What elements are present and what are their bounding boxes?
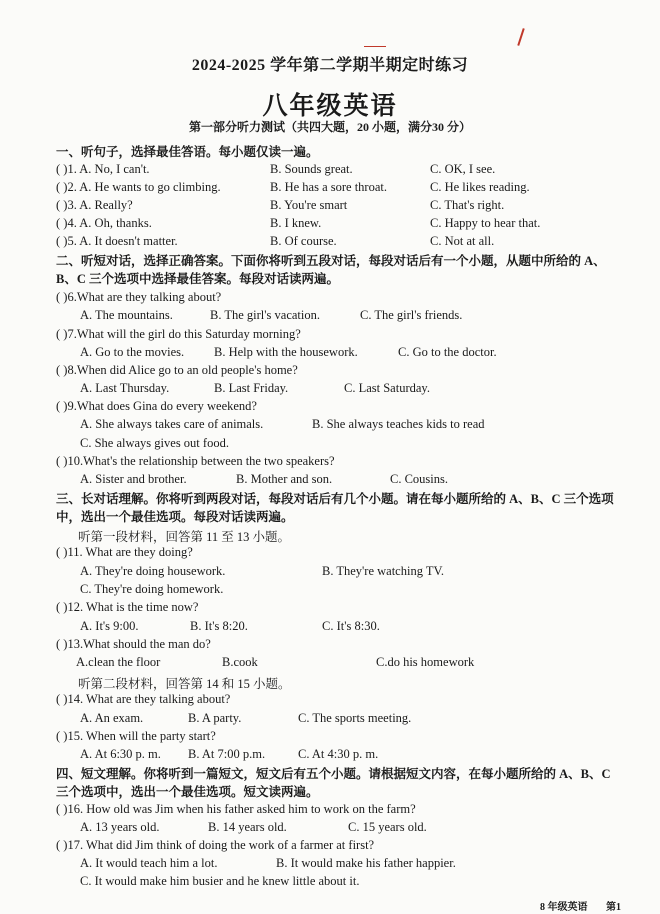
q14-option-b: B. A party. xyxy=(188,711,242,725)
q3-option-b: B. You're smart xyxy=(270,198,348,212)
q17-option-b: B. It would make his father happier. xyxy=(276,856,456,870)
q10-option-c: C. Cousins. xyxy=(390,472,449,486)
q12-option-a: A. It's 9:00. xyxy=(80,619,139,633)
q17-option-a: A. It would teach him a lot. xyxy=(80,856,218,870)
q6-stem: ( )6.What are they talking about? xyxy=(56,290,222,304)
q17-option-c: C. It would make him busier and he knew little about it. xyxy=(80,874,360,888)
q15-option-c: C. At 4:30 p. m. xyxy=(298,747,379,761)
q5-option-c: C. Not at all. xyxy=(430,234,495,248)
q8-option-c: C. Last Saturday. xyxy=(344,381,430,395)
q16-option-a: A. 13 years old. xyxy=(80,820,160,834)
q1-stem: ( )1. A. No, I can't. xyxy=(56,162,150,176)
q12-stem: ( )12. What is the time now? xyxy=(56,600,199,614)
q14-stem: ( )14. What are they talking about? xyxy=(56,692,231,706)
section-3-material-2: 听第二段材料，回答第 14 和 15 小题。 xyxy=(78,677,291,691)
q12-option-c: C. It's 8:30. xyxy=(322,619,380,633)
q2-option-c: C. He likes reading. xyxy=(430,180,530,194)
q11-option-b: B. They're watching TV. xyxy=(322,564,445,578)
q4-stem: ( )4. A. Oh, thanks. xyxy=(56,216,152,230)
q15-stem: ( )15. When will the party start? xyxy=(56,729,216,743)
q9-option-c: C. She always gives out food. xyxy=(80,436,229,450)
q16-option-c: C. 15 years old. xyxy=(348,820,427,834)
section-1-heading: 一、听句子，选择最佳答语。每小题仅读一遍。 xyxy=(56,145,319,159)
q11-option-a: A. They're doing housework. xyxy=(80,564,226,578)
q3-stem: ( )3. A. Really? xyxy=(56,198,133,212)
q4-option-b: B. I knew. xyxy=(270,216,322,230)
section-2-heading: 二、听短对话，选择正确答案。下面你将听到五段对话，每段对话后有一个小题，从题中所给的 A、B、C 三个选项中选择最佳答案。每段对话读两遍。 xyxy=(56,254,606,286)
q7-option-c: C. Go to the doctor. xyxy=(398,345,497,359)
q16-option-b: B. 14 years old. xyxy=(208,820,287,834)
q14-option-a: A. An exam. xyxy=(80,711,144,725)
q9-option-a: A. She always takes care of animals. xyxy=(80,417,264,431)
q13-option-c: C.do his homework xyxy=(376,655,475,669)
q8-option-b: B. Last Friday. xyxy=(214,381,289,395)
q13-stem: ( )13.What should the man do? xyxy=(56,637,211,651)
section-3-material-1: 听第一段材料，回答第 11 至 13 小题。 xyxy=(78,530,291,544)
section-3-heading: 三、长对话理解。你将听到两段对话，每段对话后有几个小题。请在每小题所给的 A、B、C 三个选项中，选出一个最佳选项。每段对话读两遍。 xyxy=(56,492,614,524)
q7-option-a: A. Go to the movies. xyxy=(80,345,185,359)
q10-option-a: A. Sister and brother. xyxy=(80,472,187,486)
q1-option-b: B. Sounds great. xyxy=(270,162,353,176)
q2-stem: ( )2. A. He wants to go climbing. xyxy=(56,180,221,194)
exam-subject-title: 八年级英语 xyxy=(262,93,398,120)
q7-stem: ( )7.What will the girl do this Saturday morning? xyxy=(56,327,301,341)
q10-option-b: B. Mother and son. xyxy=(236,472,333,486)
q6-option-a: A. The mountains. xyxy=(80,308,173,322)
q6-option-b: B. The girl's vacation. xyxy=(210,308,320,322)
part1-title: 第一部分听力测试（共四大题，20 小题，满分30 分） xyxy=(188,120,471,134)
q9-stem: ( )9.What does Gina do every weekend? xyxy=(56,399,257,413)
q15-option-b: B. At 7:00 p.m. xyxy=(188,747,266,761)
q16-stem: ( )16. How old was Jim when his father asked him to work on the farm? xyxy=(56,802,416,816)
q7-option-b: B. Help with the housework. xyxy=(214,345,358,359)
exam-year-title: 2024-2025 学年第二学期半期定时练习 xyxy=(191,57,469,74)
q14-option-c: C. The sports meeting. xyxy=(298,711,412,725)
red-pen-mark xyxy=(517,28,524,46)
q5-option-b: B. Of course. xyxy=(270,234,337,248)
q2-option-b: B. He has a sore throat. xyxy=(270,180,387,194)
q13-option-a: A.clean the floor xyxy=(76,655,161,669)
q8-option-a: A. Last Thursday. xyxy=(80,381,170,395)
red-pen-mark-2 xyxy=(364,46,386,47)
footer-page-number: 第1 xyxy=(606,902,621,913)
q17-stem: ( )17. What did Jim think of doing the work of a farmer at first? xyxy=(56,838,375,852)
q8-stem: ( )8.When did Alice go to an old people's home? xyxy=(56,363,298,377)
q11-option-c: C. They're doing homework. xyxy=(80,582,224,596)
q13-option-b: B.cook xyxy=(222,655,258,669)
section-4-heading: 四、短文理解。你将听到一篇短文，短文后有五个小题。请根据短文内容，在每小题所给的 A、B、C 三个选项中，选出一个最佳选项。短文读两遍。 xyxy=(56,767,611,799)
q3-option-c: C. That's right. xyxy=(430,198,505,212)
q4-option-c: C. Happy to hear that. xyxy=(430,216,541,230)
q10-stem: ( )10.What's the relationship between the two speakers? xyxy=(56,454,335,468)
q5-stem: ( )5. A. It doesn't matter. xyxy=(56,234,178,248)
q12-option-b: B. It's 8:20. xyxy=(190,619,248,633)
q11-stem: ( )11. What are they doing? xyxy=(56,545,193,559)
q9-option-b: B. She always teaches kids to read xyxy=(312,417,485,431)
footer-subject-label: 8 年级英语 xyxy=(540,902,588,913)
q1-option-c: C. OK, I see. xyxy=(430,162,496,176)
q15-option-a: A. At 6:30 p. m. xyxy=(80,747,161,761)
q6-option-c: C. The girl's friends. xyxy=(360,308,463,322)
